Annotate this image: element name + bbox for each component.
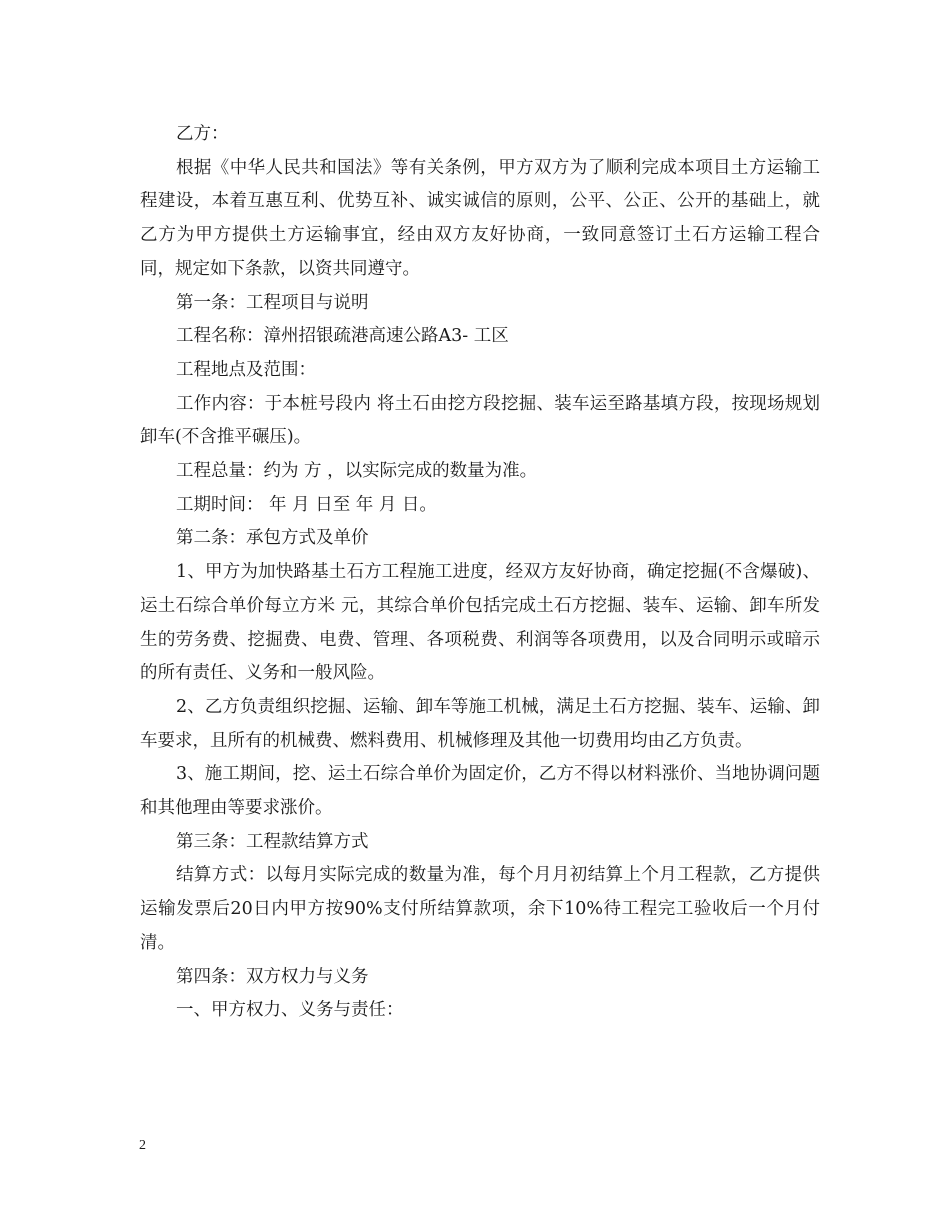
article-1-heading: 第一条：工程项目与说明 [176, 292, 369, 313]
article-2-clause-3: 3、施工期间，挖、运土石综合单价为固定价，乙方不得以材料涨价、当地协调问题和其他理由等要求涨价。 [140, 764, 820, 819]
paragraph-party-b: 乙方： [176, 124, 229, 144]
contract-body [140, 118, 820, 1028]
article-3-heading: 第三条：工程款结算方式 [176, 831, 369, 852]
article-2-heading: 第二条：承包方式及单价 [176, 528, 369, 549]
article-4-heading: 第四条：双方权力与义务 [176, 966, 369, 987]
work-content: 工作内容：于本桩号段内 将土石由挖方段挖掘、装车运至路基填方段，按现场规划卸车(不含推平碾压)。 [140, 393, 820, 448]
article-2-clause-1: 1、甲方为加快路基土石方工程施工进度，经双方友好协商，确定挖掘(不含爆破)、运土石综合单价每立方米 元，其综合单价包括完成土石方挖掘、装车、运输、卸车所发生的劳务费、挖掘费、电费、管理、各项税费、利润等各项费用，以及合同明示或暗示的所有责任、义务和一般风险。 [140, 562, 820, 684]
construction-period: 工期时间： 年 月 日至 年 月 日。 [176, 494, 437, 515]
party-a-rights-heading: 一、甲方权力、义务与责任： [176, 1000, 404, 1021]
paragraph-preamble: 根据《中华人民共和国法》等有关条例，甲方双方为了顺利完成本项目土方运输工程建设，本着互惠互利、优势互补、诚实诚信的原则，公平、公正、公开的基础上，就乙方为甲方提供土方运输事宜，经由双方友好协商，一致同意签订土石方运输工程合同，规定如下条款，以资共同遵守。 [140, 157, 820, 279]
article-2-clause-2: 2、乙方负责组织挖掘、运输、卸车等施工机械，满足土石方挖掘、装车、运输、卸车要求，且所有的机械费、燃料费用、机械修理及其他一切费用均由乙方负责。 [140, 696, 820, 751]
settlement-method: 结算方式：以每月实际完成的数量为准，每个月月初结算上个月工程款，乙方提供运输发票后20日内甲方按90%支付所结算款项，余下10%待工程完工验收后一个月付清。 [140, 865, 820, 953]
project-name: 工程名称：漳州招银疏港高速公路A3- 工区 [176, 326, 509, 347]
project-location: 工程地点及范围： [176, 359, 316, 380]
total-quantity: 工程总量：约为 方 ，以实际完成的数量为准。 [176, 461, 538, 482]
page-number: 2 [139, 1138, 146, 1153]
